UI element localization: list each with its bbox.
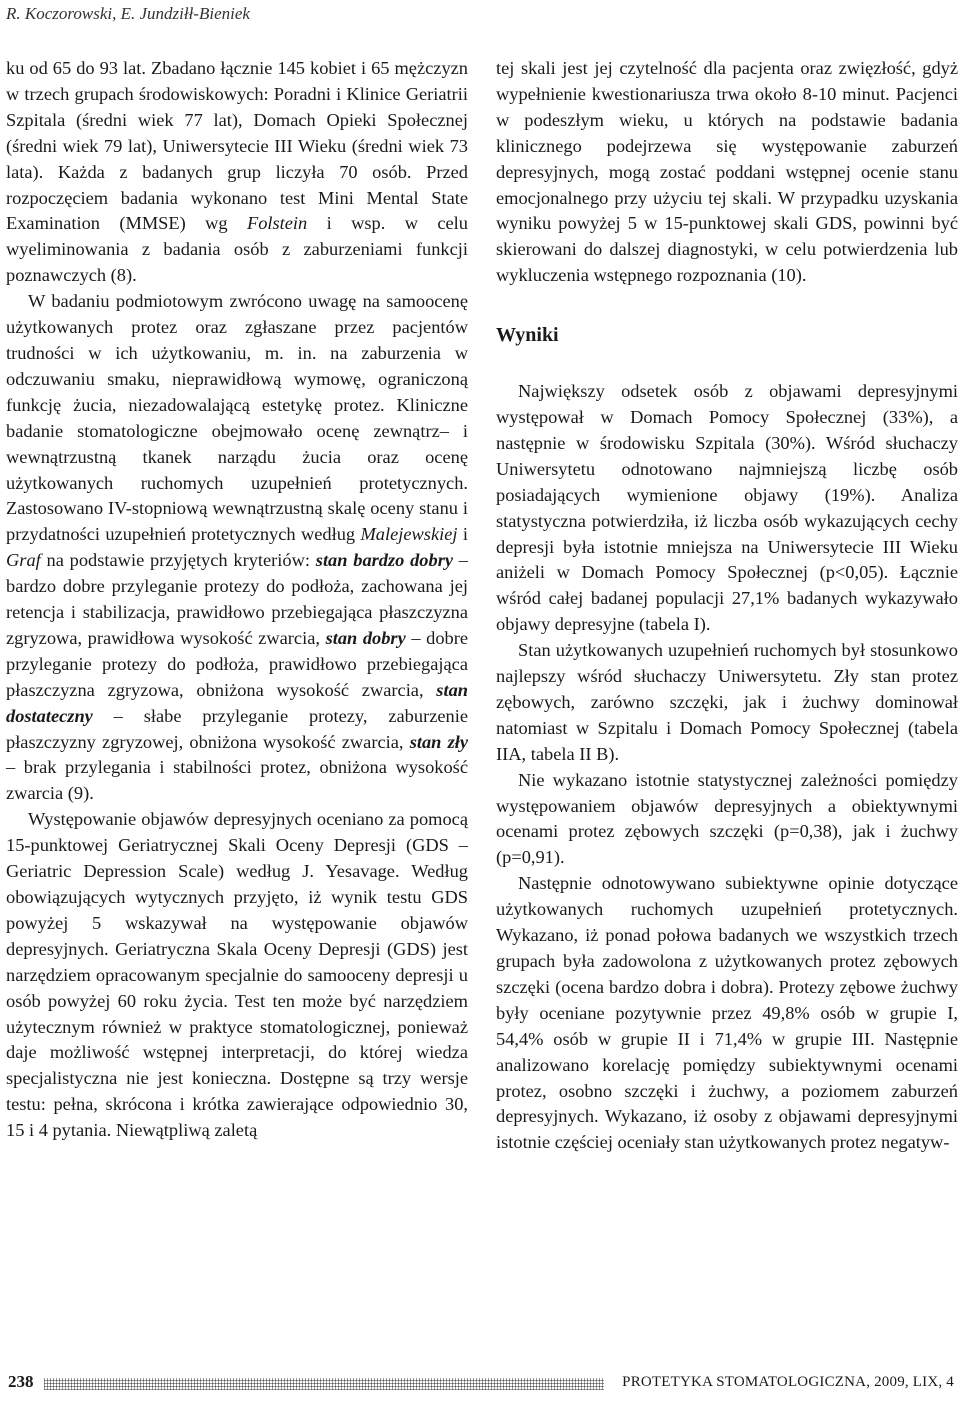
italic-text: Malejewskiej	[360, 524, 458, 545]
paragraph	[496, 379, 958, 638]
text-run: tej skali jest jej czytelność dla pacjenta oraz zwięzłość, gdyż wypełnienie kwestionariusza trwa około 8-10 minut. Pacjenci w podeszłym wieku, u których na podstawie badania klinicznego podejrzewa się występowanie zaburzeń depresyjnych, mogą zostać poddani wstępnej ocenie stanu emocjonalnego przy użyciu tej skali. W przypadku uzyskania wyniku powyżej 5 w 15-punktowej skali GDS, powinni być skierowani do dalszej diagnostyki, w celu potwierdzenia lub wykluczenia wstępnego rozpoznania (10).	[496, 58, 958, 286]
paragraph	[496, 768, 958, 872]
text-run: i	[457, 524, 468, 545]
text-run: Następnie odnotowywano subiektywne opinie dotyczące użytkowanych ruchomych uzupełnień protetycznych. Wykazano, iż ponad połowa badanych we wszystkich trzech grupach była zadowolona z użytkowanych protez zębowych szczęki (ocena bardzo dobra i dobra). Protezy zębowe żuchwy były oceniane pozytywnie przez 49,8% osób w grupie I, 54,4% osób w grupie II i 71,4% w grupie III. Następnie analizowano korelację pomiędzy subiektywnymi ocenami protez, osobno szczęki i żuchwy, a poziomem zaburzeń depresyjnych. Wykazano, iż osoby z objawami depresyjnymi istotnie częściej oceniały stan użytkowanych protez negatyw-	[496, 873, 958, 1153]
footer-pattern	[44, 1378, 604, 1390]
section-heading-wyniki: Wyniki	[496, 324, 559, 347]
text-run: – bardzo dobre przyleganie protezy do podłoża, zachowana jej retencja i stabilizacja, prawidłowo przebiegająca płaszczyzna zgryzowa, prawidłowa wysokość zwarcia,	[6, 550, 469, 648]
right-results	[496, 379, 958, 1156]
text-run: – słabe przyleganie protezy, zaburzenie płaszczyzny zgryzowej, obniżona wysokość zwarcia,	[6, 705, 468, 752]
page-number: 238	[8, 1372, 34, 1391]
left-column	[6, 56, 468, 1144]
text-run: Stan użytkowanych uzupełnień ruchomych był stosunkowo najlepszy wśród słuchaczy Uniwersytetu. Zły stan protez zębowych, zarówno szczęki, jak i żuchwy dominował natomiast w Szpitalu i Domach Pomocy Społecznej (tabela IIA, tabela II B).	[496, 640, 958, 764]
bold-italic-text: stan bardzo dobry	[315, 550, 454, 571]
paragraph	[496, 638, 958, 768]
paragraph	[496, 871, 958, 1156]
text-run: Największy odsetek osób z objawami depresyjnymi występował w Domach Pomocy Społecznej (33%), a następnie w środowisku Szpitala (30%). Wśród słuchaczy Uniwersytetu odnotowano najmniejszą liczbę osób posiadających wymienione objawy (19%). Analiza statystyczna potwierdziła, iż liczba osób wykazujących cechy depresji była istotnie mniejsza na Uniwersytecie III Wieku aniżeli w Domach Pomocy Społecznej (p<0,05). Łącznie wśród całej badanej populacji 27,1% badanych wykazywało objawy depresyjne (tabela I).	[496, 381, 958, 635]
paragraph	[496, 56, 958, 289]
paragraph	[6, 289, 468, 807]
text-run: ku od 65 do 93 lat. Zbadano łącznie 145 kobiet i 65 mężczyzn w trzech grupach środowiskowych: Poradni i Klinice Geriatrii Szpitala (średni wiek 77 lat), Domach Opieki Społecznej (średni wiek 79 lat), Uniwersytecie III Wieku (średni wiek 73 lata). Każda z badanych grup liczyła 70 osób. Przed rozpoczęciem badania wykonano test Mini Mental State Examination (MMSE) wg	[6, 58, 468, 234]
bold-italic-text: stan dobry	[325, 627, 406, 648]
right-column	[496, 56, 958, 1156]
right-intro	[496, 56, 958, 289]
journal-citation: PROTETYKA STOMATOLOGICZNA, 2009, LIX, 4	[622, 1374, 954, 1390]
italic-text: Folstein	[246, 213, 308, 234]
text-run: i wsp. w celu wyeliminowania z badania osób z zaburzeniami funkcji poznawczych (8).	[6, 213, 468, 286]
text-run: – brak przylegania i stabilności protez, obniżona wysokość zwarcia (9).	[6, 757, 468, 804]
text-run: W badaniu podmiotowym zwrócono uwagę na samoocenę użytkowanych protez oraz zgłaszane przez pacjentów trudności w ich użytkowaniu, m. in. na zaburzenia w odczuwaniu smaku, nieprawidłową wymowę, ograniczoną funkcję żucia, niezadowalającą estetykę protez. Kliniczne badanie stomatologiczne obejmowało ocenę zewnątrz– i wewnątrzustną tkanek narządu żucia oraz ocenę użytkowanych ruchomych uzupełnień protetycznych. Zastosowano IV-stopniową wewnątrzustną skalę oceny stanu i przydatności uzupełnień protetycznych według	[6, 291, 468, 545]
text-run: Występowanie objawów depresyjnych oceniano za pomocą 15-punktowej Geriatrycznej Skali Oceny Depresji (GDS – Geriatric Depression Scale) według J. Yesavage. Według obowiązujących wytycznych przyjęto, iż wynik testu GDS powyżej 5 wskazywał na występowanie objawów depresyjnych. Geriatryczna Skala Oceny Depresji (GDS) jest narzędziem opracowanym specjalnie do samooceny depresji u osób powyżej 60 roku życia. Test ten może być narzędziem użytecznym również w praktyce stomatologicznej, ponieważ daje możliwość wstępnej interpretacji, do której wiedza specjalistyczna nie jest konieczna. Dostępne są trzy wersje testu: pełna, skrócona i krótka zawierające odpowiednio 30, 15 i 4 pytania. Niewątpliwą zaletą	[6, 809, 468, 1141]
bold-italic-text: stan dostateczny	[6, 679, 468, 726]
text-run: na podstawie przyjętych kryteriów:	[40, 550, 316, 571]
paragraph	[6, 56, 468, 289]
bold-italic-text: stan zły	[409, 731, 469, 752]
italic-text: Graf	[6, 550, 41, 571]
text-run: – dobre przyleganie protezy do podłoża, prawidłowo przebiegająca płaszczyzna zgryzowa, obniżona wysokość zwarcia,	[6, 627, 468, 700]
running-header: R. Koczorowski, E. Jundziłł-Bieniek	[6, 4, 250, 23]
page-footer	[0, 1372, 960, 1396]
text-run: Nie wykazano istotnie statystycznej zależności pomiędzy występowaniem objawów depresyjnych a obiektywnymi ocenami protez zębowych szczęki (p=0,38), jak i żuchwy (p=0,91).	[496, 769, 958, 868]
paragraph	[6, 807, 468, 1144]
